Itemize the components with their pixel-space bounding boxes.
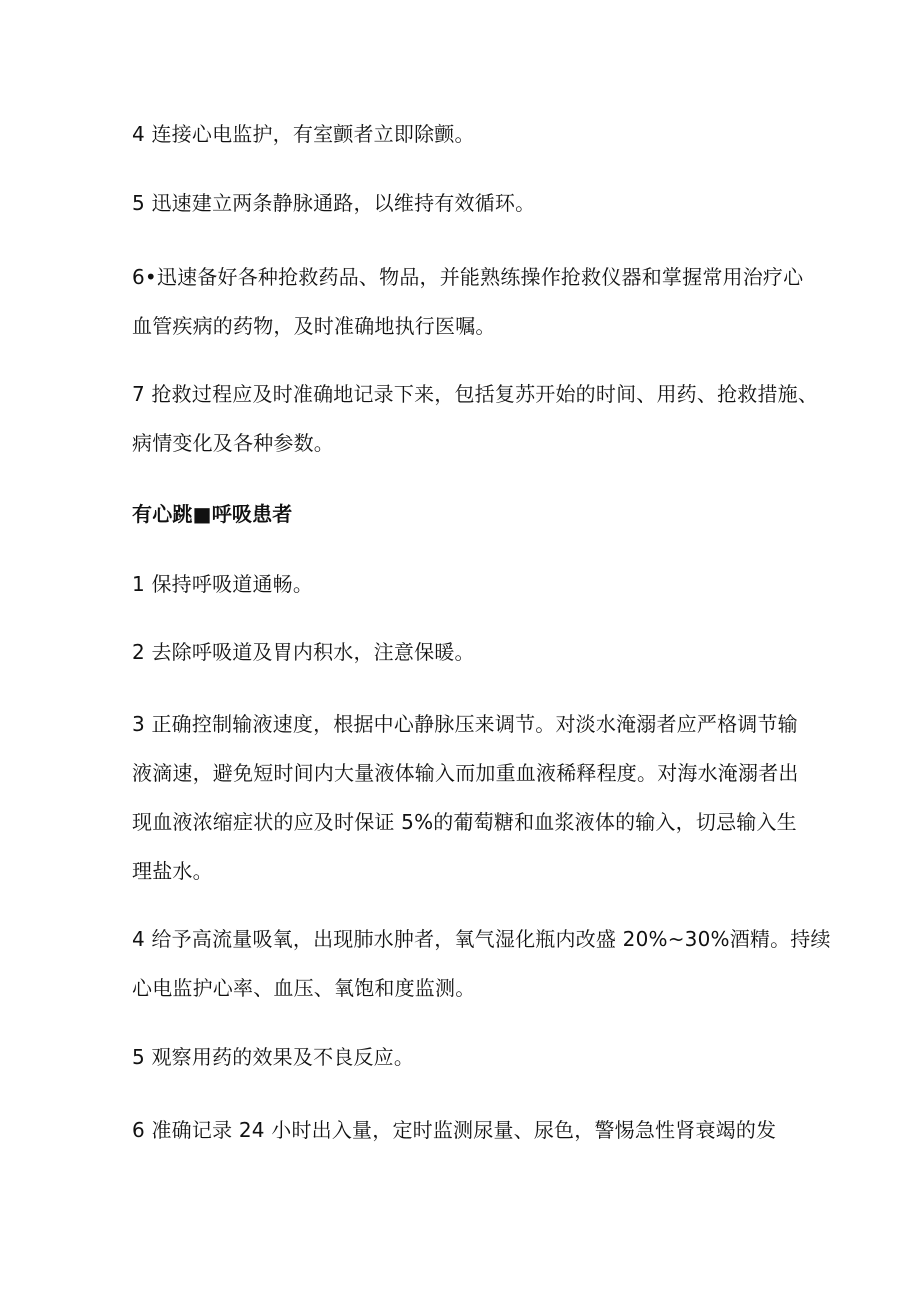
text-line: 液滴速，避免短时间内大量液体输入而加重血液稀释程度。对海水淹溺者出 [132, 761, 799, 785]
text-line: 5 观察用药的效果及不良反应。 [132, 1045, 415, 1069]
text-line: 7 抢救过程应及时准确地记录下来，包括复苏开始的时间、用药、抢救措施、 [132, 382, 819, 406]
text-line: 5 迅速建立两条静脉通路，以维持有效循环。 [132, 191, 536, 215]
section-heading [132, 490, 293, 539]
text-line: 血管疾病的药物，及时准确地执行医嘱。 [132, 314, 496, 338]
text-line: 4 连接心电监护，有室颤者立即除颤。 [132, 122, 475, 146]
text-line: 病情变化及各种参数。 [132, 431, 334, 455]
text-line: 理盐水。 [132, 859, 213, 883]
section-heading-text: 有心跳■呼吸患者 [132, 502, 293, 526]
text-line: 2 去除呼吸道及胃内积水，注意保暖。 [132, 640, 475, 664]
text-line: 1 保持呼吸道通畅。 [132, 572, 314, 596]
paragraph-item-4-oxygen [132, 915, 831, 1013]
paragraph-item-5-iv-access [132, 179, 535, 228]
paragraph-item-7-record [132, 370, 818, 468]
text-line: 6 准确记录 24 小时出入量，定时监测尿量、尿色，警惕急性肾衰竭的发 [132, 1118, 777, 1142]
paragraph-item-1-airway [132, 560, 313, 609]
text-line: 现血液浓缩症状的应及时保证 5%的葡萄糖和血浆液体的输入，切忌输入生 [132, 810, 797, 834]
paragraph-item-3-infusion [132, 700, 799, 896]
text-line: 心电监护心率、血压、氧饱和度监测。 [132, 976, 476, 1000]
text-line: 6•迅速备好各种抢救药品、物品，并能熟练操作抢救仪器和掌握常用治疗心 [132, 265, 804, 289]
text-line: 3 正确控制输液速度，根据中心静脉压来调节。对淡水淹溺者应严格调节输 [132, 712, 798, 736]
paragraph-item-2-remove-water [132, 628, 475, 677]
text-line: 4 给予高流量吸氧，出现肺水肿者，氧气湿化瓶内改盛 20%~30%酒精。持续 [132, 927, 831, 951]
paragraph-item-6-prepare-drugs [132, 253, 803, 351]
paragraph-item-6-intake-output [132, 1106, 776, 1155]
paragraph-item-5-observe [132, 1033, 414, 1082]
paragraph-item-4-monitor [132, 110, 475, 159]
